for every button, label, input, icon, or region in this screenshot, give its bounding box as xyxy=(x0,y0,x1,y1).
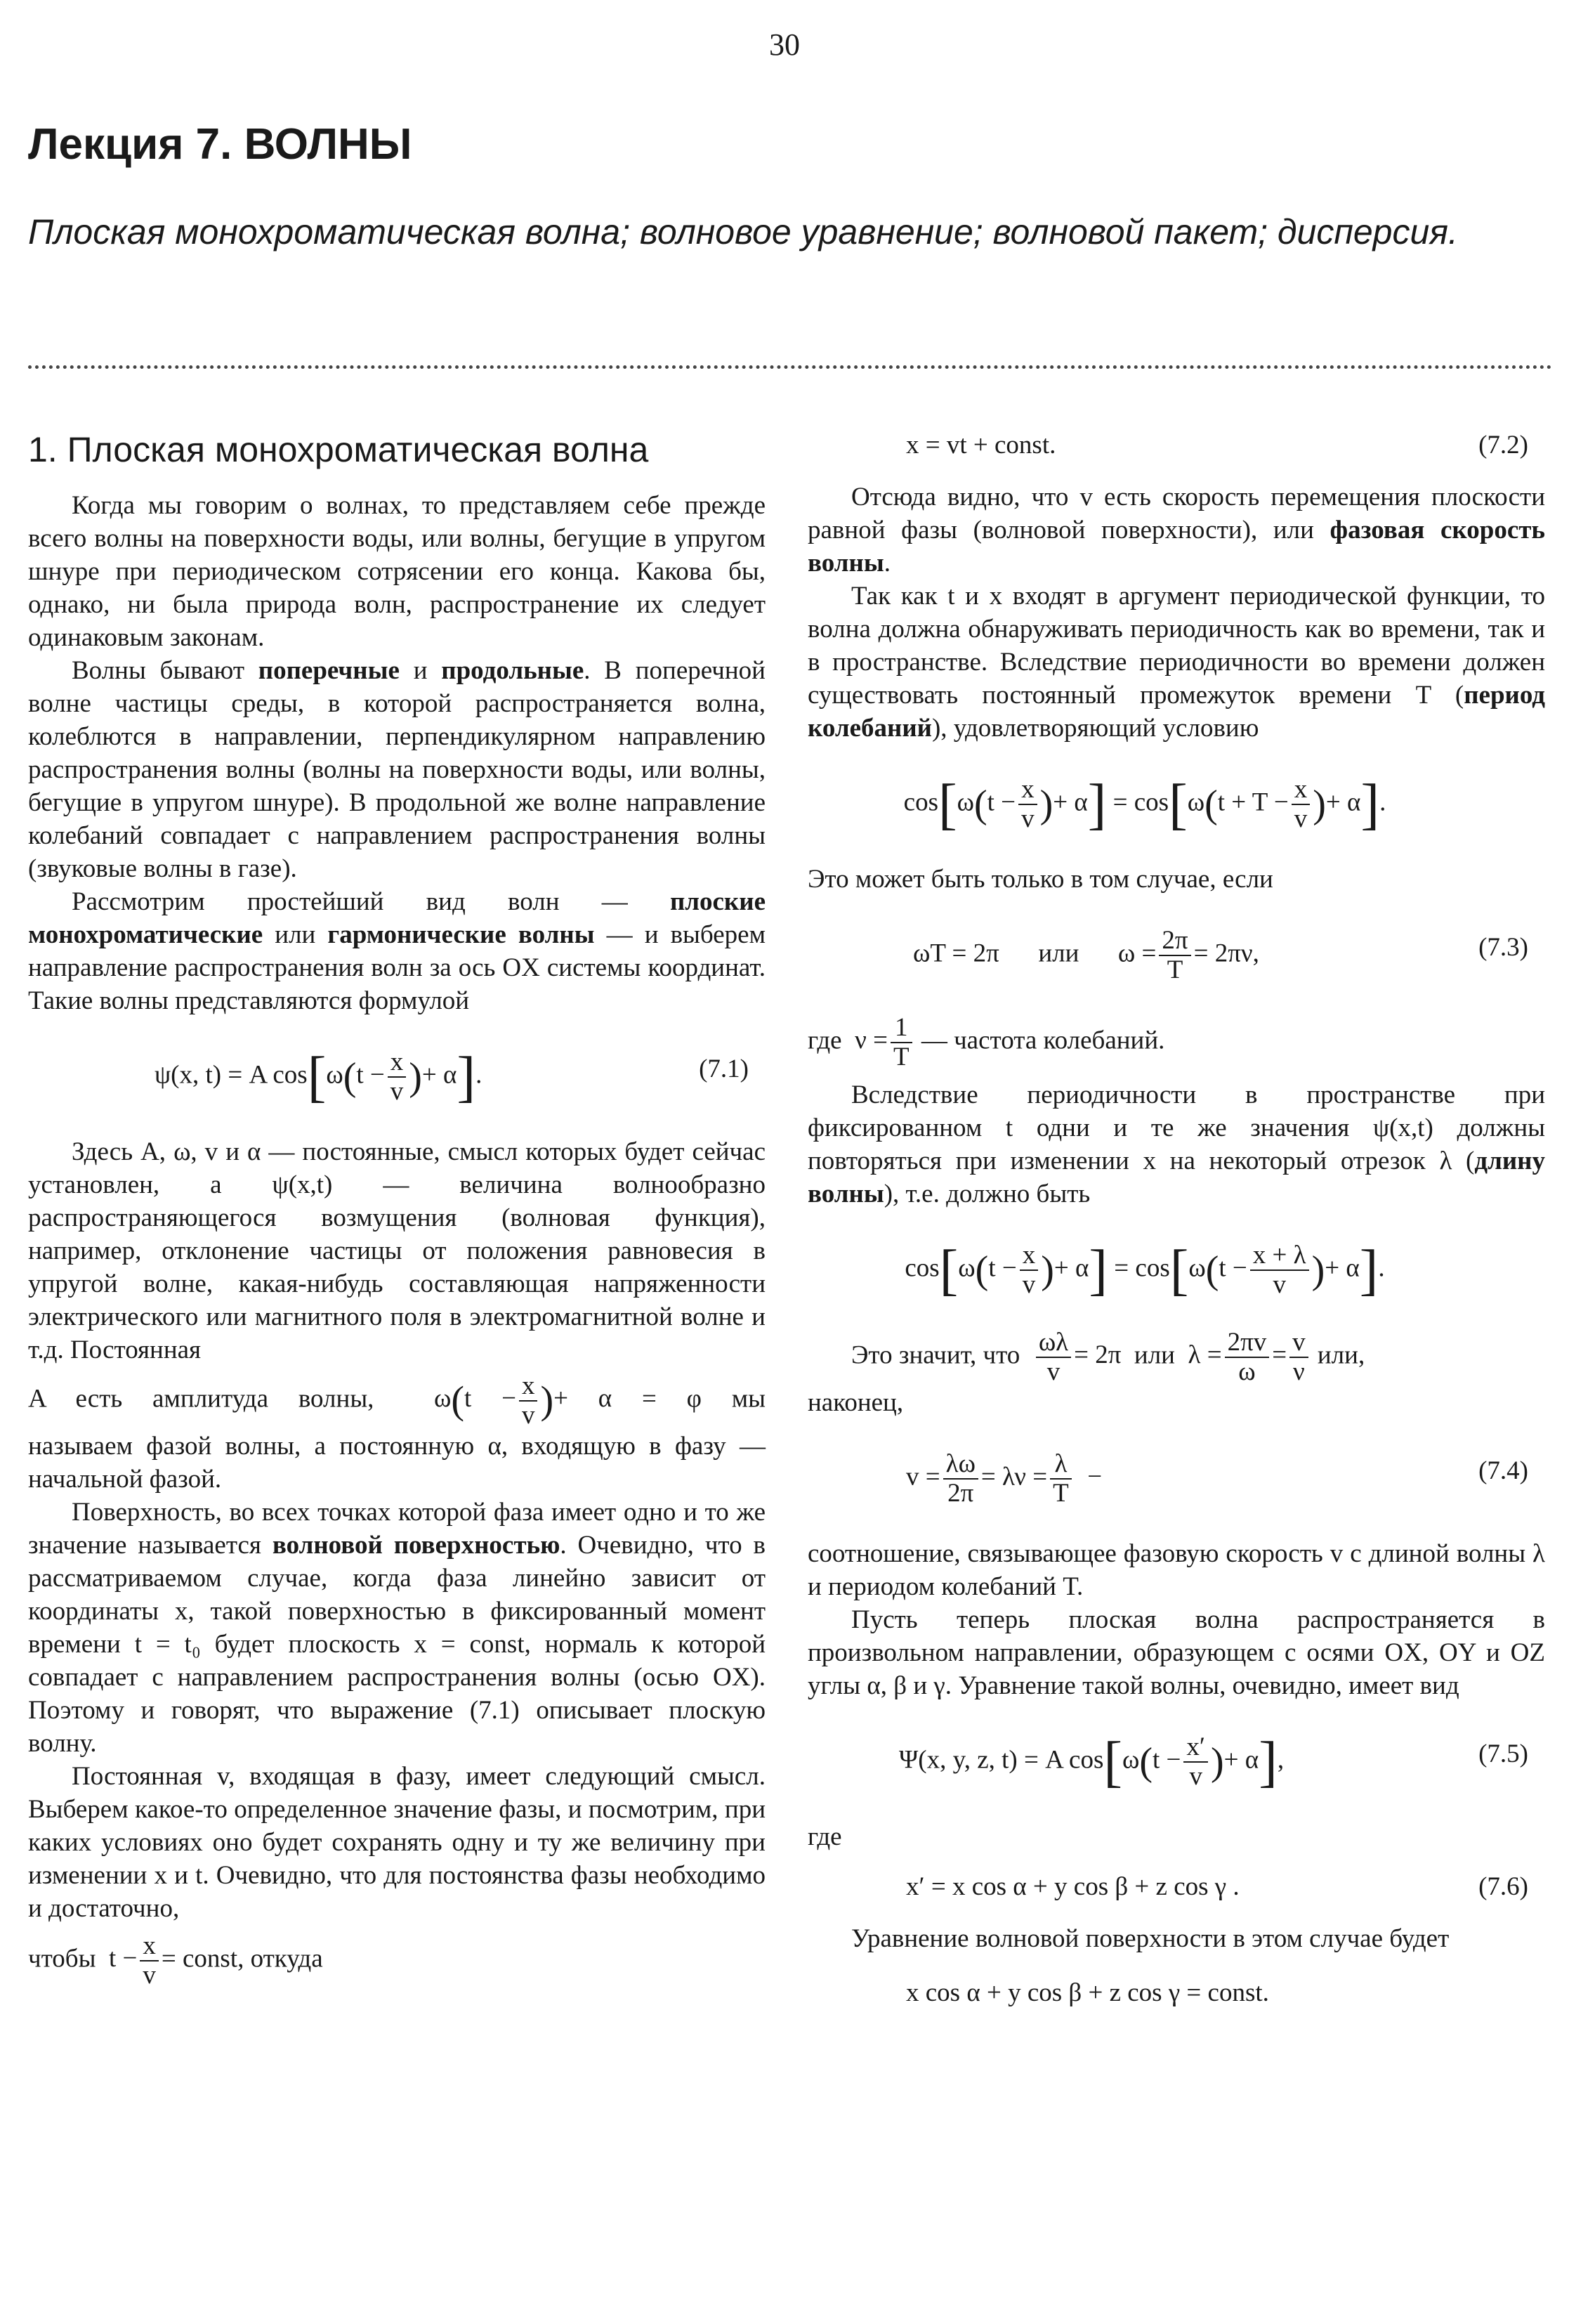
equation-7-6: x′ = x cos α + y cos β + z cos γ . (7.6) xyxy=(808,1863,1545,1912)
equation-number: (7.5) xyxy=(1478,1739,1528,1768)
paragraph: Уравнение волновой поверхности в этом случае будет xyxy=(851,1924,1450,1953)
paragraph: соотношение, связывающее фазовую скорость v с длиной волны λ и периодом колебаний T. xyxy=(808,1539,1545,1601)
left-column xyxy=(28,429,766,1990)
paragraph: Волны бывают поперечные и продольные. В поперечной волне частицы среды, в которой распространяется волна, колеблются в направлении, перпендикулярном направлению распространения волны (волны на поверхности воды, или волны, бегущие в упругом шнуре). В продольной же волне направление колебаний совпадает с направлением распространения волны (звуковые волны в газе). xyxy=(28,656,766,883)
paragraph: наконец, xyxy=(808,1388,904,1417)
equation-7-7: x cos α + y cos β + z cos γ = const. xyxy=(906,1978,1269,2007)
equation-number: (7.3) xyxy=(1478,933,1528,962)
periodicity-space-condition: cos[ω(t − $\frac{x}{v}$ )+ α] = cos[ω(t − $\frac{x + \lambda}{v}$ )+ α]. xyxy=(905,1239,1385,1301)
paragraph: A есть амплитуда волны, ω(t − $\frac{x}{v}$ )+ α = φ мы xyxy=(28,1371,766,1430)
paragraph: Постоянная v, входящая в фазу, имеет следующий смысл. Выберем какое-то определенное значение фазы, и посмотрим, при каких условиях оно будет сохранять одну и ту же величину при изменении x и t. Очевидно, что для постоянства фазы необходимо и достаточно, xyxy=(28,1762,766,1923)
equation-7-5: Ψ(x, y, z, t) = A cos[ω(t − $\frac{x'}{v}$ )+ α], (7.5) xyxy=(899,1731,1528,1793)
paragraph: Рассмотрим простейший вид волн — плоские монохроматические или гармонические волны — и выберем направление распространения волн за ось OX системы координат. Такие волны представляются формулой xyxy=(28,887,766,1015)
equation-number: (7.2) xyxy=(1478,431,1528,459)
paragraph: где xyxy=(808,1822,842,1851)
paragraph: Поверхность, во всех точках которой фаза имеет одно и то же значение называется волновой поверхностью. Очевидно, что в рассматриваемом случае, когда фаза линейно зависит от координаты x, такой поверхностью в фиксированный момент времени t = t₀ будет плоскость x = const, нормаль к которой совпадает с направлением распространения волны (осью OX). Поэтому и говорят, что выражение (7.1) описывает плоскую волну. xyxy=(28,1498,766,1758)
paragraph: чтобы t − $\frac{x}{v}$ = const, откуда xyxy=(28,1931,323,1990)
paragraph: Пусть теперь плоская волна распространяется в произвольном направлении, образующем с осями OX, OY и OZ углы α, β и γ. Уравнение такой волны, очевидно, имеет вид xyxy=(808,1605,1545,1700)
paragraph: называем фазой волны, а постоянную α, входящую в фазу — начальной фазой. xyxy=(28,1432,766,1494)
dotted-divider xyxy=(28,365,1552,369)
equation-number: (7.4) xyxy=(1478,1456,1528,1485)
paragraph: Так как t и x входят в аргумент периодической функции, то волна должна обнаруживать периодичность как во времени, так и в пространстве. Вследствие периодичности во времени должен существовать постоянный промежуток времени T (период колебаний), удовлетворяющий условию xyxy=(808,582,1545,743)
page-number: 30 xyxy=(769,27,800,62)
paragraph: Отсюда видно, что v есть скорость перемещения плоскости равной фазы (волновой поверхности), или фазовая скорость волны. xyxy=(808,483,1545,577)
equation-number: (7.6) xyxy=(1478,1872,1528,1901)
equation-7-4: v = $\frac{\lambda\omega}{2\pi}$ = λν = $\frac{\lambda}{T}$ − (7.4) xyxy=(906,1449,1528,1508)
right-column xyxy=(808,429,1545,2024)
equation-7-2: x = vt + const. (7.2) xyxy=(808,429,1545,471)
lecture-title: Лекция 7. ВОЛНЫ xyxy=(28,120,412,169)
equation-number: (7.1) xyxy=(699,1055,749,1083)
equation-7-3: ωT = 2π или ω = $\frac{2\pi}{T}$ = 2πν, (7.3) xyxy=(913,926,1528,984)
paragraph: Это значит, что $\frac{\omega\lambda}{v}$ = 2π или λ = $\frac{2\pi v}{\omega}$ = $\frac{v}{\nu}$ или, xyxy=(851,1328,1365,1386)
section-heading: 1. Плоская монохроматическая волна xyxy=(28,430,649,469)
paragraph: Вследствие периодичности в пространстве при фиксированном t одни и те же значения ψ(x,t) должны повторяться при изменении x на некоторый отрезок λ (длину волны), т.е. должно быть xyxy=(808,1081,1545,1208)
paragraph: Здесь A, ω, v и α — постоянные, смысл которых будет сейчас установлен, а ψ(x,t) — величина волнообразно распространяющегося возмущения (волновая функция), например, отклонение частицы от положения равновесия в упругой волне, какая-нибудь составляющая напряженности электрического или магнитного поля в электромагнитной волне и т.д. Постоянная xyxy=(28,1137,766,1364)
lecture-subtitle: Плоская монохроматическая волна; волновое уравнение; волновой пакет; дисперсия. xyxy=(28,212,1458,252)
paragraph: Это может быть только в том случае, если xyxy=(808,865,1273,894)
equation-7-1: ψ(x, t) = A cos[ω(t − $\frac{x}{v}$ )+ α]. (7.1) xyxy=(155,1046,749,1108)
periodicity-time-condition: cos[ω(t − $\frac{x}{v}$ )+ α] = cos[ω(t + T − $\frac{x}{v}$ )+ α]. xyxy=(903,773,1386,835)
paragraph: Когда мы говорим о волнах, то представляем себе прежде всего волны на поверхности воды, или волны, бегущие в упругом шнуре при периодическом сотрясении его конца. Какова бы, однако, ни была природа волн, распространение их следует одинаковым законам. xyxy=(28,491,766,652)
paragraph: где ν = $\frac{1}{T}$ — частота колебаний. xyxy=(808,1013,1165,1071)
